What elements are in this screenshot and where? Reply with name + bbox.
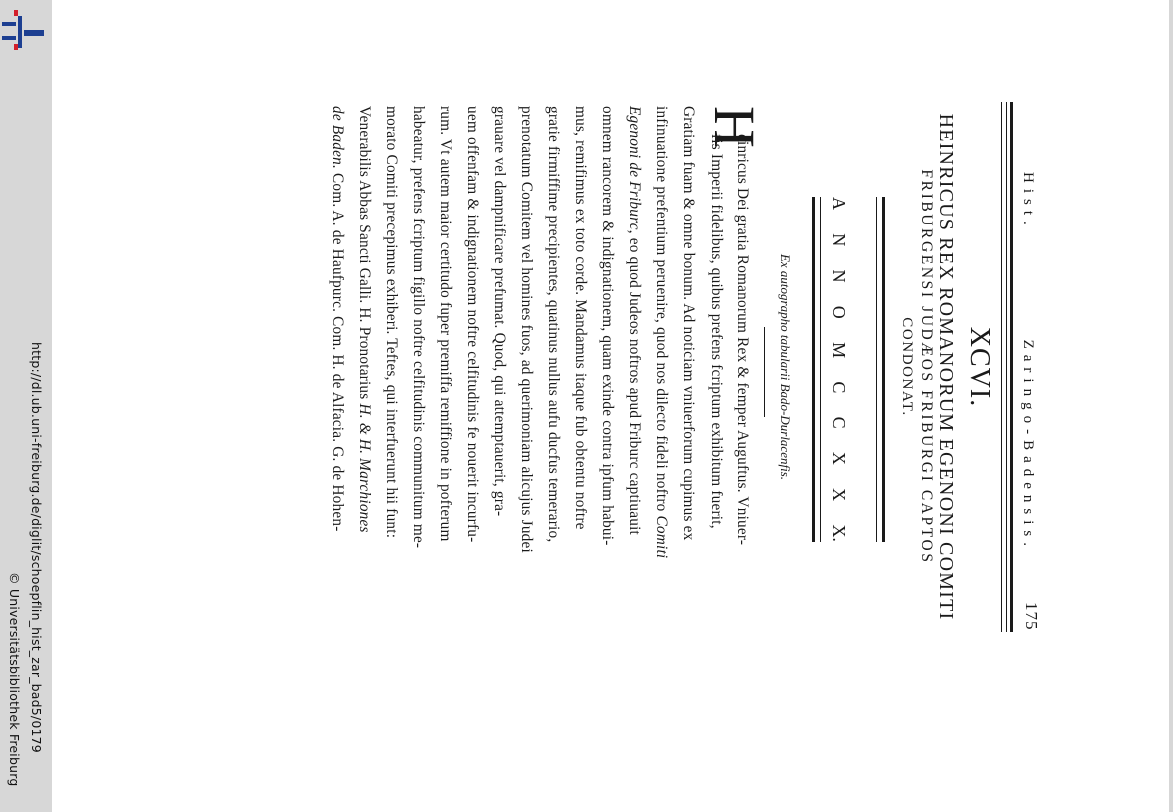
year-letter: N [829, 269, 849, 283]
document-number: XCVI. [964, 326, 995, 408]
drop-cap: H [702, 106, 767, 148]
source-note: Ex autographo tabularii Bado-Durlacenfis. [778, 253, 793, 481]
year-letter: X. [829, 524, 849, 542]
running-head-left: Hist. [1020, 172, 1036, 231]
body-line: einricus Dei gratia Romanorum Rex & femper Auguftus. Vniuer- [734, 134, 751, 546]
year-letter: X [829, 451, 849, 465]
body-line: Gratiam fuam & omne bonum. Ad noticiam vniuerforum cupimus ex [680, 106, 697, 541]
title-line-2: FRIBURGENSI JUDÆOS FRIBURGI CAPTOS [918, 169, 935, 565]
body-line: Egenoni de Friburc, eo quod Judeos noftros apud Friburc captiuauit [626, 106, 643, 535]
year-letter: C [829, 416, 849, 429]
year-letter: N [829, 233, 849, 247]
ub-freiburg-logo-icon [0, 8, 46, 52]
page-number: 175 [1022, 602, 1041, 631]
year-line [828, 197, 849, 542]
year-rule [820, 197, 821, 542]
source-rule [764, 327, 765, 417]
copyright-notice: © Universitätsbibliothek Freiburg [7, 572, 22, 787]
year-letter: M [829, 342, 849, 359]
body-line: uem offenfam & indignationem noftre celfitudinis fe nouerit incurfu- [464, 106, 481, 543]
body-line: de Baden. Com. A. de Haufpurc. Com. H. de Alfacia. G. de Hohen- [329, 106, 346, 532]
viewer-sidebar [0, 0, 52, 812]
running-head [1019, 172, 1043, 552]
year-rule [882, 197, 885, 542]
body-line: habeatur, prefens fcriptum figillo noftre celfitudinis communitum me- [410, 106, 427, 549]
title-line-1: HEINRICUS REX ROMANORUM EGENONI COMITI [935, 113, 957, 621]
body-line: morato Comiti precepimus exhiberi. Teftes, qui interfuerunt hii funt: [383, 106, 400, 539]
title-line-3: CONDONAT. [899, 317, 915, 417]
year-rule [876, 197, 877, 542]
body-line: rum. Vt autem maior certitudo fuper premiffa remiffione in pofterum [437, 106, 454, 542]
header-rule [1001, 102, 1002, 632]
document-url[interactable]: http://dl.ub.uni-freiburg.de/diglit/schoepflin_hist_zar_bad5/0179 [29, 342, 44, 753]
body-line: mus, remifimus ex toto corde. Mandamus itaque fub obtentu noftre [572, 106, 589, 530]
year-letter: X [829, 488, 849, 502]
body-line: infinuatione prefentium peruenire, quod nos dilecto fideli noftro Comiti [653, 106, 670, 559]
body-line: Venerabilis Abbas Sancti Galli. H. Pronotarius H. & H. Marchiones [356, 106, 373, 533]
body-line: omnem rancorem & indignationem, quam exinde contra ipfum habui- [599, 106, 616, 546]
year-rule [812, 197, 815, 542]
header-rule [1006, 102, 1007, 632]
running-head-right: Zaringo-Badensis. [1020, 339, 1036, 552]
scrollbar-edge[interactable] [1169, 0, 1173, 812]
body-line: grauare vel dampnificare prefumat. Quod, qui attemptauerit, gra- [491, 106, 508, 517]
header-rule [1010, 102, 1013, 632]
body-line: prenotatum Comitem vel homines fuos, ad querimoniam alicujus Judei [518, 106, 535, 553]
body-line: fis Imperii fidelibus, quibus prefens fcriptum exhibitum fuerit, [708, 134, 725, 529]
year-letter: C [829, 381, 849, 394]
year-letter: A [829, 197, 849, 210]
body-line: gratie firmiffime precipientes, quatinus nullus aufu ducfus temerario, [545, 106, 562, 543]
book-page [283, 102, 1043, 632]
year-letter: O [829, 305, 849, 319]
